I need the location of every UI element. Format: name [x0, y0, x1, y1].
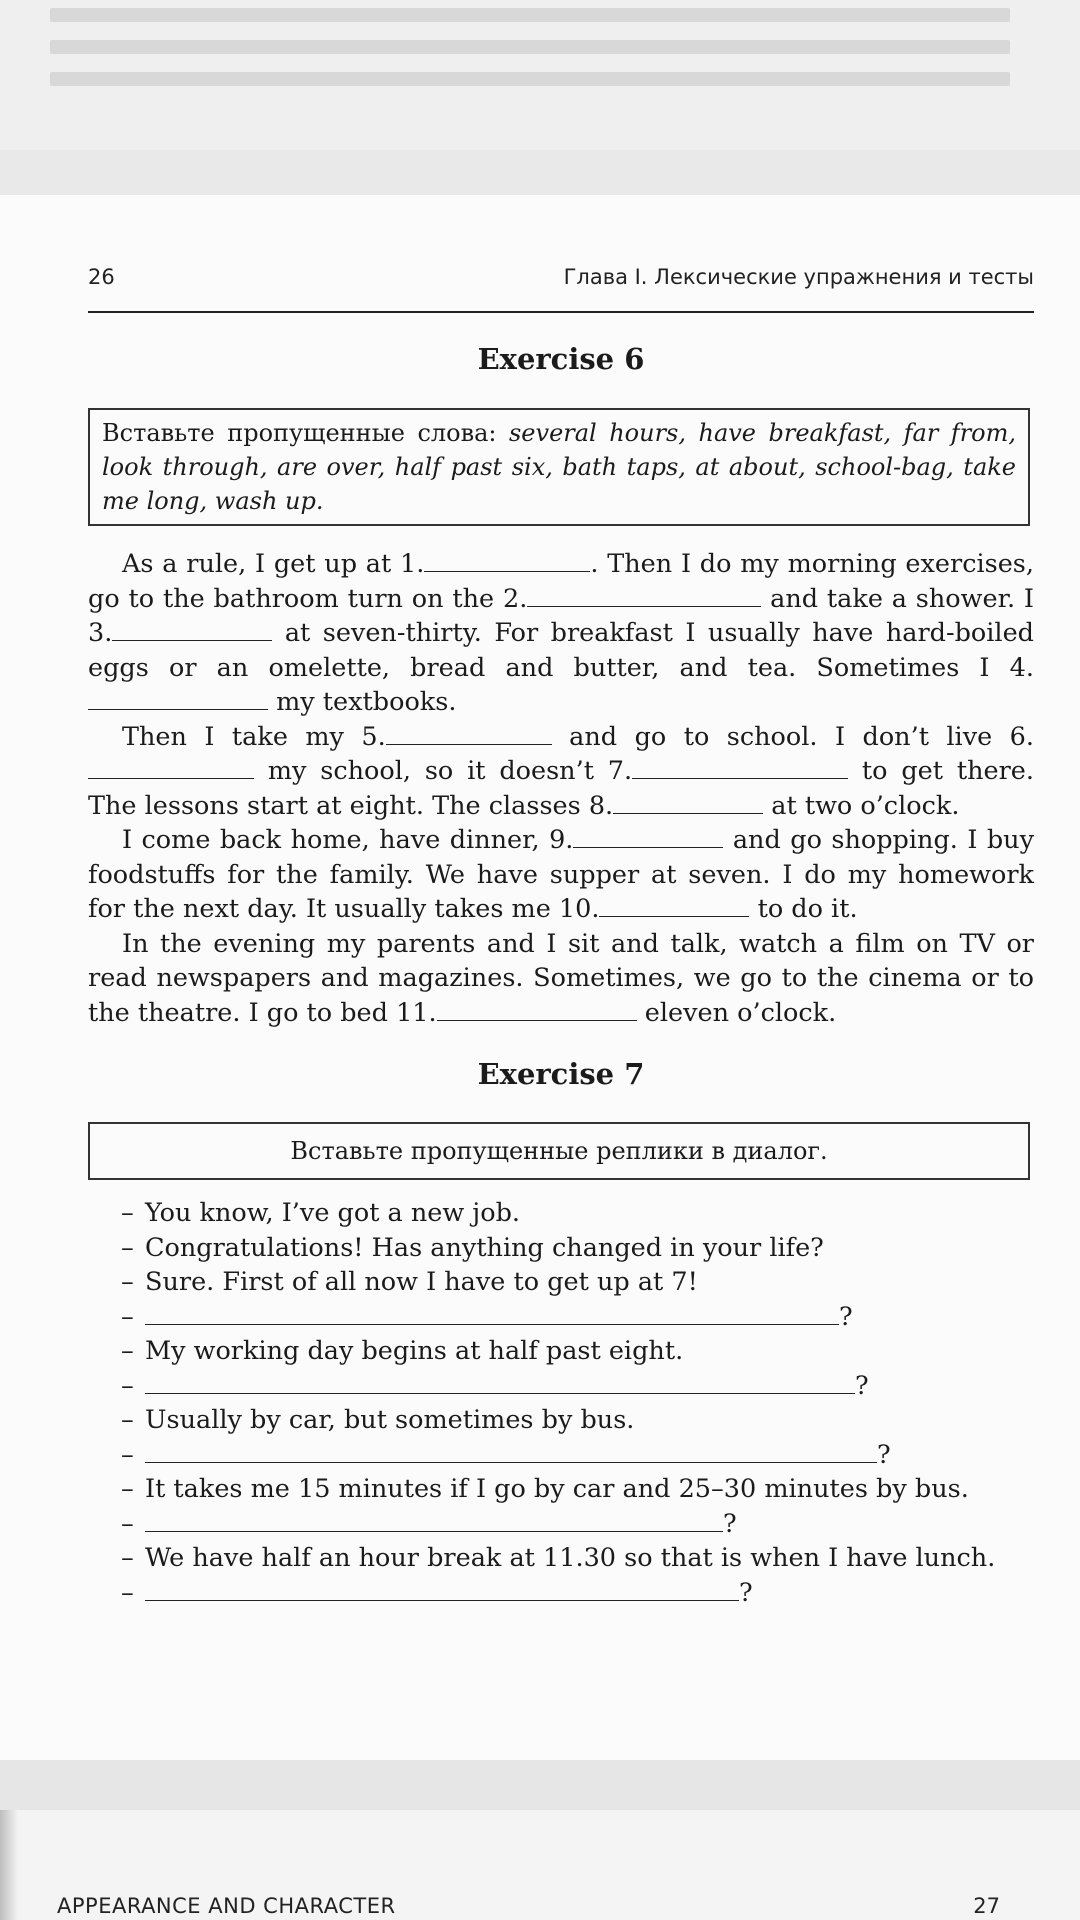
- dialog-blank-line: [121, 1369, 1021, 1404]
- chapter-title: Глава I. Лексические упражнения и тесты: [563, 265, 1034, 289]
- dialog-reply: We have half an hour break at 11.30 so that is when I have lunch.: [145, 1543, 996, 1573]
- previous-page-remnant: [0, 0, 1080, 150]
- dialog-line: [121, 1196, 1021, 1231]
- exercise-6-text: [88, 547, 1034, 1030]
- text-run: at two o’clock.: [763, 790, 960, 821]
- word-bank: several hours, have breakfast, far from, look through, are over, half past six, bath taps, at about, school-bag, take me long, wash up.: [102, 419, 1016, 515]
- page-edge-shadow: [0, 1810, 18, 1920]
- header-rule: [88, 311, 1034, 313]
- paragraph-3: [88, 823, 1034, 927]
- exercise-7-instruction-box: [88, 1122, 1030, 1180]
- text-run: and go to school. I don’t live 6.: [551, 721, 1034, 752]
- question-mark: ?: [839, 1301, 853, 1332]
- dialog-line: [121, 1403, 1021, 1438]
- dash: –: [121, 1267, 134, 1297]
- text-run: Then I take my 5.: [122, 721, 386, 752]
- missing-question-blank[interactable]: [145, 1507, 723, 1532]
- faded-text-line: [50, 8, 1010, 22]
- blank-11[interactable]: [437, 996, 637, 1021]
- next-page-remnant: [0, 1810, 1080, 1920]
- dash: –: [121, 1439, 134, 1470]
- paragraph-1: [88, 547, 1034, 720]
- dialog-reply: Usually by car, but sometimes by bus.: [145, 1405, 635, 1435]
- missing-question-blank[interactable]: [145, 1369, 855, 1394]
- dialog-reply: It takes me 15 minutes if I go by car and 25–30 minutes by bus.: [145, 1474, 969, 1504]
- question-mark: ?: [723, 1508, 737, 1539]
- missing-question-blank[interactable]: [145, 1300, 839, 1325]
- dialog-reply: Congratulations! Has anything changed in your life?: [145, 1232, 824, 1263]
- dash: –: [121, 1405, 134, 1435]
- exercise-6-instruction-box: [88, 408, 1030, 526]
- blank-5[interactable]: [386, 720, 552, 745]
- book-page: [0, 195, 1080, 1760]
- text-run: In the evening my parents and I sit and talk, watch a film on TV or read newspapers and magazines. Sometimes, we go to the cinema or to the theatre. I go to bed 11.: [88, 928, 1034, 1028]
- dialog-reply: You know, I’ve got a new job.: [145, 1198, 520, 1228]
- missing-question-blank[interactable]: [145, 1576, 739, 1601]
- blank-3[interactable]: [112, 616, 272, 641]
- text-run: eleven o’clock.: [636, 997, 837, 1028]
- blank-10[interactable]: [599, 892, 749, 917]
- blank-1[interactable]: [424, 547, 590, 572]
- blank-2[interactable]: [527, 582, 761, 607]
- blank-9[interactable]: [573, 823, 723, 848]
- dash: –: [121, 1474, 134, 1504]
- question-mark: ?: [739, 1577, 753, 1608]
- dialog-blank-line: [121, 1507, 1021, 1542]
- dash: –: [121, 1232, 134, 1263]
- dash: –: [121, 1370, 134, 1401]
- page-gap: [0, 1760, 1080, 1810]
- text-run: my school, so it doesn’t 7.: [254, 756, 633, 786]
- text-run: As a rule, I get up at 1.: [122, 549, 425, 579]
- page-number: 26: [88, 265, 115, 289]
- dialog: [121, 1196, 1021, 1610]
- blank-4[interactable]: [88, 685, 268, 710]
- dialog-reply: Sure. First of all now I have to get up at 7!: [145, 1267, 698, 1297]
- dash: –: [121, 1508, 134, 1539]
- dialog-line: [121, 1231, 1021, 1266]
- next-page-number: 27: [973, 1894, 1000, 1918]
- dialog-line: [121, 1541, 1021, 1576]
- faded-text-line: [50, 40, 1010, 54]
- dash: –: [121, 1336, 134, 1366]
- blank-8[interactable]: [613, 789, 763, 814]
- instruction-text: Вставьте пропущенные реплики в диалог.: [290, 1137, 828, 1165]
- dash: –: [121, 1198, 134, 1228]
- dash: –: [121, 1543, 134, 1573]
- blank-7[interactable]: [632, 754, 848, 779]
- next-page-title: APPEARANCE AND CHARACTER: [57, 1894, 396, 1918]
- instruction-lead: Вставьте пропущенные слова:: [102, 419, 497, 447]
- dialog-blank-line: [121, 1576, 1021, 1611]
- text-run: and take a shower. I 3.: [88, 583, 1034, 648]
- dash: –: [121, 1577, 134, 1608]
- exercise-7-title: Exercise 7: [477, 1057, 645, 1091]
- question-mark: ?: [877, 1439, 891, 1470]
- dialog-blank-line: [121, 1438, 1021, 1473]
- text-run: and go shopping. I buy foodstuffs for the family. We have supper at seven. I do my homework for the next day. It usually takes me 10.: [88, 825, 1034, 924]
- dialog-line: [121, 1265, 1021, 1300]
- dialog-line: [121, 1472, 1021, 1507]
- text-run: to do it.: [749, 894, 858, 924]
- text-run: my textbooks.: [268, 687, 457, 717]
- missing-question-blank[interactable]: [145, 1438, 877, 1463]
- text-run: . Then I do my morning exercises, go to the bathroom turn on the 2.: [88, 549, 1034, 614]
- question-mark: ?: [855, 1370, 869, 1401]
- text-run: I come back home, have dinner, 9.: [122, 825, 574, 855]
- dialog-line: [121, 1334, 1021, 1369]
- faded-text-line: [50, 72, 1010, 86]
- exercise-6-title: Exercise 6: [477, 342, 645, 376]
- paragraph-4: [88, 927, 1034, 1031]
- text-run: to get there. The lessons start at eight. The classes 8.: [88, 756, 1034, 821]
- dash: –: [121, 1301, 134, 1332]
- dialog-blank-line: [121, 1300, 1021, 1335]
- dialog-reply: My working day begins at half past eight.: [145, 1336, 684, 1366]
- blank-6[interactable]: [88, 754, 254, 779]
- paragraph-2: [88, 720, 1034, 824]
- text-run: at seven-thirty. For breakfast I usually have hard-boiled eggs or an omelette, bread and butter, and tea. Sometimes I 4.: [88, 618, 1034, 683]
